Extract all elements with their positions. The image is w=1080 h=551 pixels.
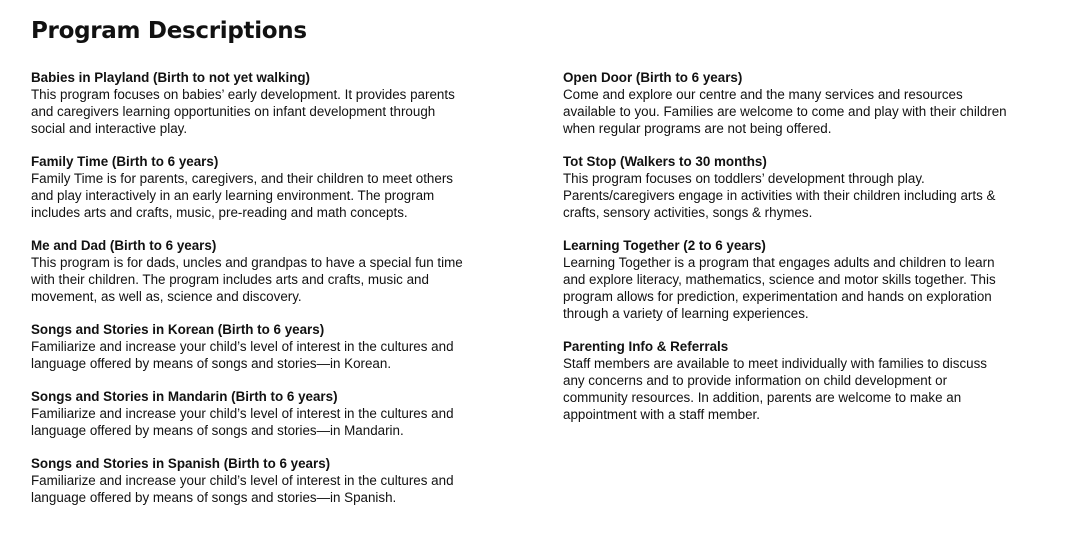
program-babies-in-playland	[31, 69, 531, 137]
program-heading: Songs and Stories in Korean (Birth to 6 years)	[31, 322, 325, 337]
program-heading: Songs and Stories in Mandarin (Birth to 6 years)	[31, 389, 338, 404]
program-heading: Tot Stop (Walkers to 30 months)	[563, 154, 767, 169]
program-description: Family Time is for parents, caregivers, and their children to meet others and play interactively in an early learning environment. The program includes arts and crafts, music, pre-reading and math concepts.	[31, 171, 453, 220]
program-heading: Open Door (Birth to 6 years)	[563, 70, 743, 85]
program-description: Staff members are available to meet individually with families to discuss any concerns and to provide information on child development or community resources. In addition, parents are welcome to make an appointment with a staff member.	[563, 356, 987, 422]
program-description: This program focuses on babies’ early development. It provides parents and caregivers learning opportunities on infant development through social and interactive play.	[31, 87, 455, 136]
program-description: This program focuses on toddlers’ development through play. Parents/caregivers engage in activities with their children including arts & crafts, sensory activities, songs & rhymes.	[563, 171, 996, 220]
program-parenting-info-referrals	[563, 338, 1068, 423]
program-heading: Parenting Info & Referrals	[563, 339, 729, 354]
program-description: Learning Together is a program that engages adults and children to learn and explore literacy, mathematics, science and motor skills together. This program allows for prediction, experimentation and hands on exploration through a variety of learning experiences.	[563, 255, 996, 321]
program-heading: Babies in Playland (Birth to not yet walking)	[31, 70, 311, 85]
page-title: Program Descriptions	[31, 18, 307, 44]
program-learning-together	[563, 237, 1068, 322]
program-heading: Family Time (Birth to 6 years)	[31, 154, 219, 169]
program-description: Familiarize and increase your child’s level of interest in the cultures and language offered by means of songs and stories—in Spanish.	[31, 473, 454, 505]
program-family-time	[31, 153, 531, 221]
right-column	[563, 69, 1068, 423]
program-heading: Me and Dad (Birth to 6 years)	[31, 238, 217, 253]
program-open-door	[563, 69, 1068, 137]
left-column	[31, 69, 531, 506]
program-heading: Learning Together (2 to 6 years)	[563, 238, 766, 253]
program-description: Come and explore our centre and the many services and resources available to you. Families are welcome to come and play with their children when regular programs are not being offered.	[563, 87, 1007, 136]
program-description: Familiarize and increase your child’s level of interest in the cultures and language offered by means of songs and stories—in Korean.	[31, 339, 454, 371]
program-songs-stories-mandarin	[31, 388, 531, 439]
program-me-and-dad	[31, 237, 531, 305]
program-tot-stop	[563, 153, 1068, 221]
program-songs-stories-korean	[31, 321, 531, 372]
program-songs-stories-spanish	[31, 455, 531, 506]
program-description: This program is for dads, uncles and grandpas to have a special fun time with their children. The program includes arts and crafts, music and movement, as well as, science and discovery.	[31, 255, 463, 304]
program-heading: Songs and Stories in Spanish (Birth to 6 years)	[31, 456, 331, 471]
program-description: Familiarize and increase your child’s level of interest in the cultures and language offered by means of songs and stories—in Mandarin.	[31, 406, 454, 438]
